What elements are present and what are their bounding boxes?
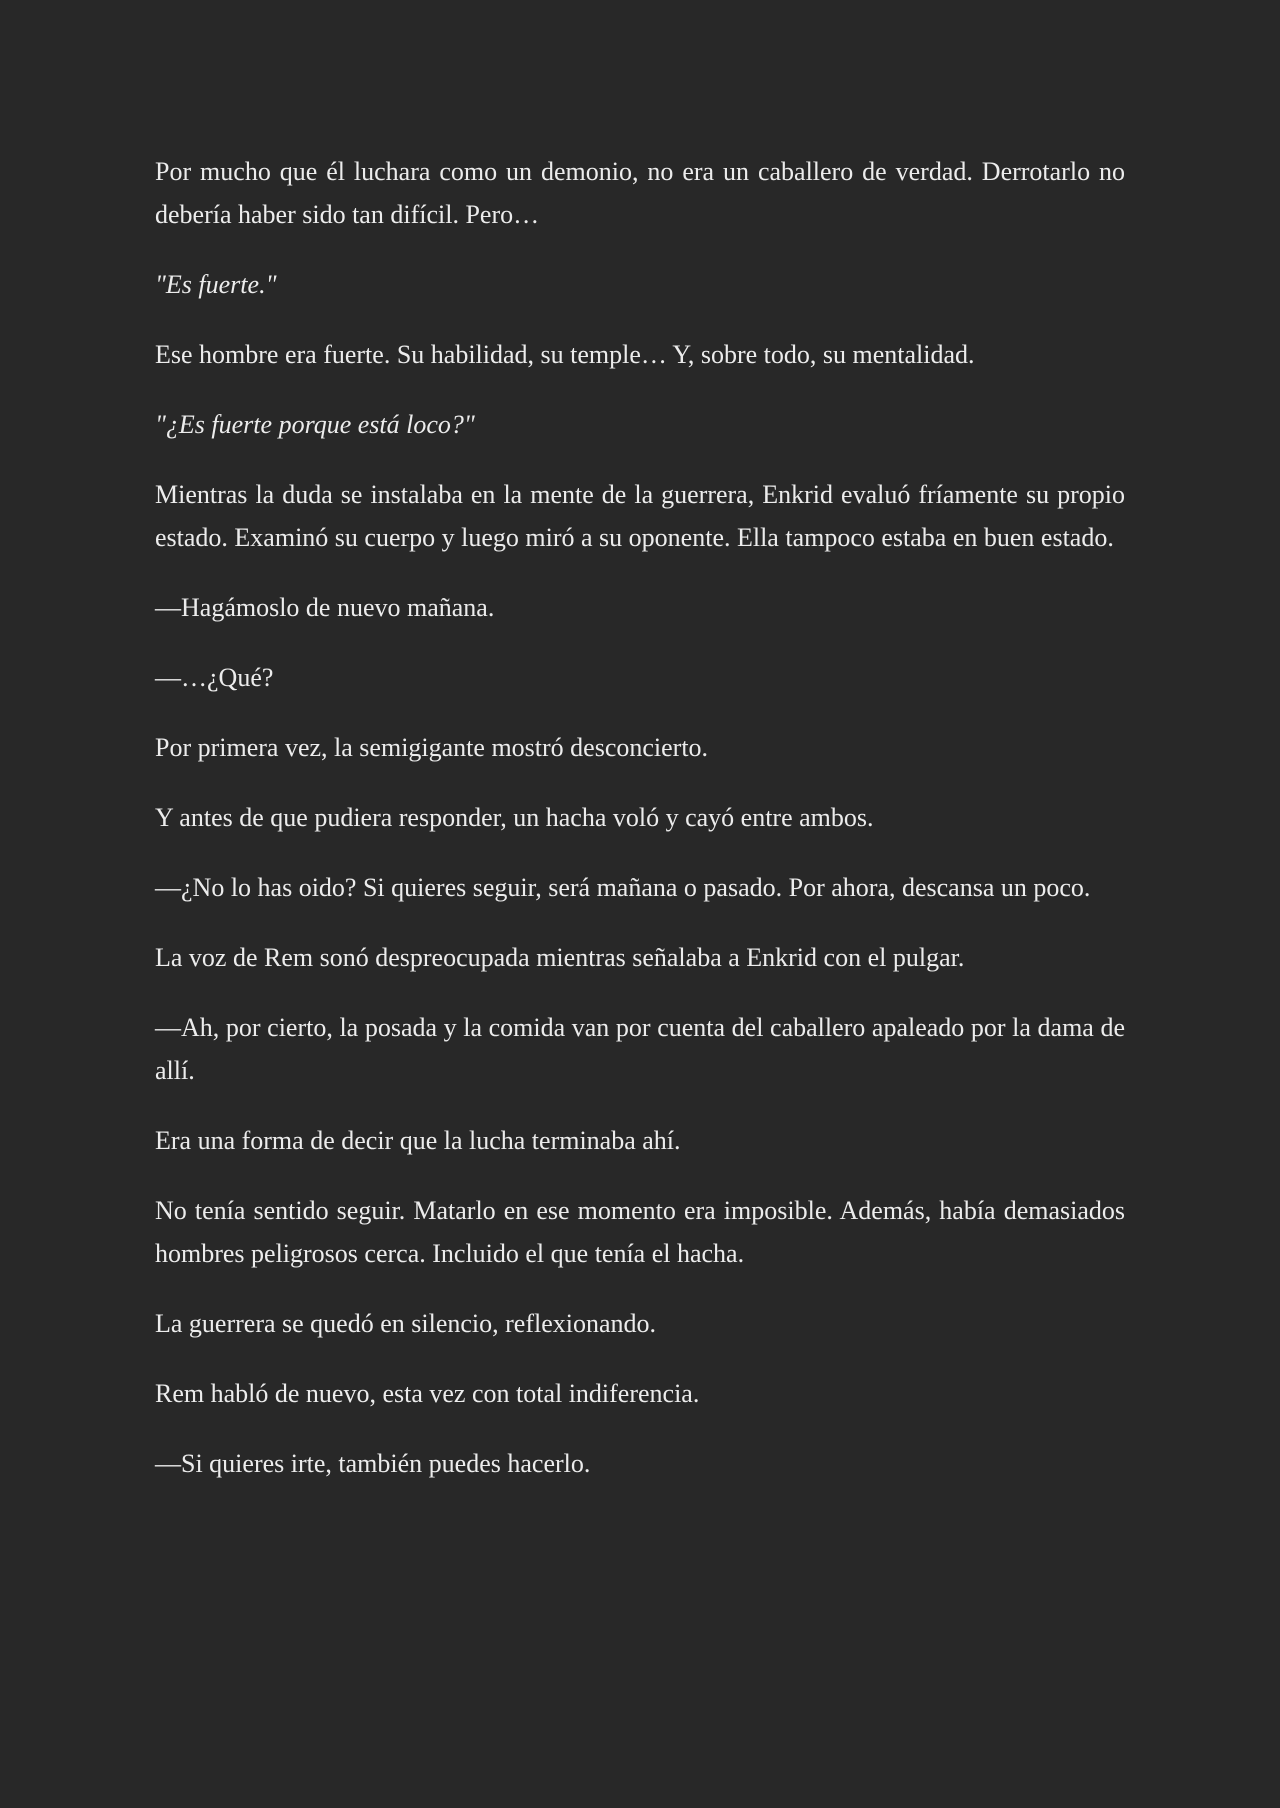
paragraph-13: Era una forma de decir que la lucha terminaba ahí. (155, 1126, 681, 1155)
paragraph-15: La guerrera se quedó en silencio, reflexionando. (155, 1309, 657, 1338)
paragraph-7-dialogue: —…¿Qué? (155, 663, 274, 692)
paragraph-12-dialogue: —Ah, por cierto, la posada y la comida van por cuenta del caballero apaleado por la dama de allí. (155, 1013, 1125, 1085)
paragraph-10-dialogue: —¿No lo has oido? Si quieres seguir, será mañana o pasado. Por ahora, descansa un poco. (155, 873, 1091, 902)
paragraph-3: Ese hombre era fuerte. Su habilidad, su temple… Y, sobre todo, su mentalidad. (155, 340, 975, 369)
paragraph-8: Por primera vez, la semigigante mostró desconcierto. (155, 733, 709, 762)
paragraph-4-thought: "¿Es fuerte porque está loco?" (155, 410, 475, 439)
paragraph-5: Mientras la duda se instalaba en la mente de la guerrera, Enkrid evaluó fríamente su propio estado. Examinó su cuerpo y luego miró a su oponente. Ella tampoco estaba en buen estado. (155, 480, 1125, 552)
paragraph-1: Por mucho que él luchara como un demonio, no era un caballero de verdad. Derrotarlo no debería haber sido tan difícil. Pero… (155, 157, 1125, 229)
paragraph-16: Rem habló de nuevo, esta vez con total indiferencia. (155, 1379, 700, 1408)
paragraph-14: No tenía sentido seguir. Matarlo en ese momento era imposible. Además, había demasiados hombres peligrosos cerca. Incluido el que tenía el hacha. (155, 1196, 1125, 1268)
paragraph-9: Y antes de que pudiera responder, un hacha voló y cayó entre ambos. (155, 803, 874, 832)
paragraph-2-thought: "Es fuerte." (155, 270, 277, 299)
paragraph-17-dialogue: —Si quieres irte, también puedes hacerlo. (155, 1449, 591, 1478)
paragraph-11: La voz de Rem sonó despreocupada mientras señalaba a Enkrid con el pulgar. (155, 943, 965, 972)
paragraph-6-dialogue: —Hagámoslo de nuevo mañana. (155, 593, 495, 622)
